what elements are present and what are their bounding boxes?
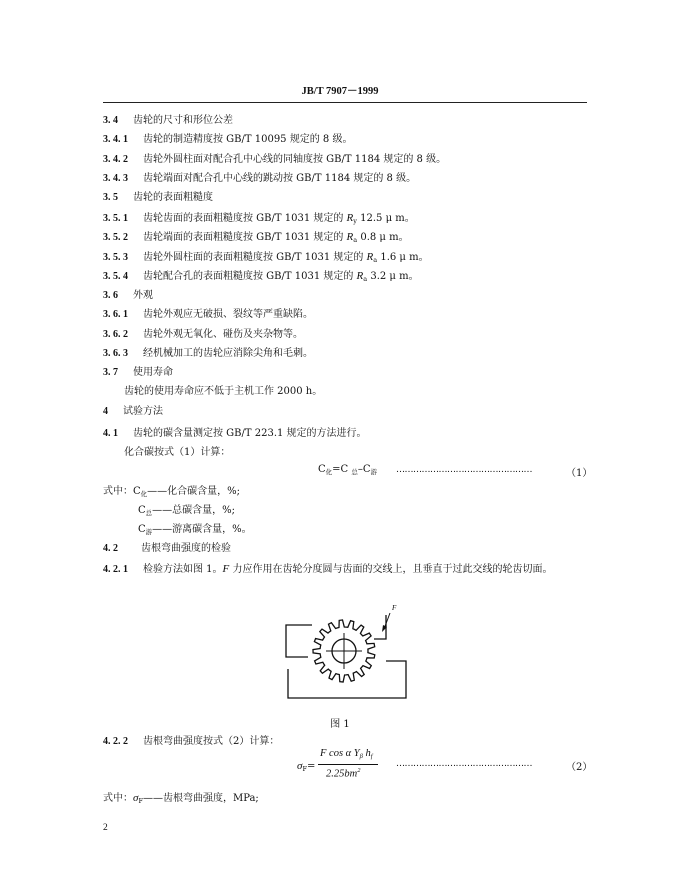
body-line	[103, 347, 313, 361]
roughness-value: 3.2 μ m。	[367, 271, 419, 282]
force-label-f: F	[392, 604, 397, 612]
roughness-symbol: R	[346, 231, 354, 243]
body-line	[103, 153, 446, 167]
header-rule	[103, 102, 587, 103]
def-c-zong: $C_总——$总碳含量，%;	[138, 505, 236, 517]
fixture-left	[286, 625, 312, 657]
roughness-subscript: y	[353, 217, 357, 225]
roughness-symbol: R	[346, 212, 354, 224]
roughness-subscript: a	[373, 256, 378, 264]
line-text: 齿轮的制造精度按 GB/T 10095 规定的 8 级。	[143, 134, 353, 145]
roughness-value: 12.5 μ m。	[356, 213, 415, 224]
equation-2-fraction-bar	[318, 764, 378, 765]
def-sigma-f: 式中：$\sigma_F——$齿根弯曲强度，MPa;	[103, 792, 259, 805]
line-text: 使用寿命	[133, 367, 173, 378]
section-number: 3. 7	[103, 367, 118, 378]
roughness-subscript: a	[363, 275, 368, 283]
equation-1-leader: …………………………………………	[396, 465, 532, 475]
section-number: 3. 4	[103, 115, 118, 126]
section-number: 3. 4. 1	[103, 134, 128, 145]
section-number: 3. 6. 3	[103, 348, 128, 359]
section-number: 3. 5. 1	[103, 213, 128, 224]
roughness-value: 0.8 μ m。	[357, 232, 409, 243]
section-number: 3. 6. 1	[103, 309, 128, 320]
page-number: 2	[103, 823, 108, 833]
section-4-2-1: 4. 2. 1 检验方法如图 1。F 力应作用在齿轮分度圆与齿面的交线上，且垂直于过此交线的轮齿切面。	[103, 563, 553, 575]
body-line	[103, 308, 313, 322]
equation-1-number: （1）	[566, 468, 593, 479]
page-header: JB/T 7907－1999	[301, 86, 379, 97]
fixture-bottom	[288, 661, 406, 698]
body-line	[124, 385, 322, 399]
body-line	[103, 172, 416, 186]
def-c-hua: 式中：$C_化——$化合碳含量，%;	[103, 486, 241, 498]
line-text: 齿轮的表面粗糙度	[133, 192, 213, 203]
roughness-value: 1.6 μ m。	[377, 252, 429, 263]
equation-2-lhs: $\sigma_F=$	[297, 760, 316, 773]
figure-1-gear-test-fixture	[278, 597, 412, 707]
line-text: 齿轮端面对配合孔中心线的跳动按 GB/T 1184 规定的 8 级。	[143, 173, 417, 184]
line-text: 试验方法	[123, 406, 163, 417]
line-text: 齿轮外圆柱面对配合孔中心线的同轴度按 GB/T 1184 规定的 8 级。	[143, 154, 447, 165]
line-text: 齿轮的使用寿命应不低于主机工作 2000 h。	[124, 386, 323, 397]
body-line	[103, 269, 419, 286]
def-c-you: $C_游——$游离碳含量，%。	[138, 524, 252, 536]
line-text: 外观	[133, 290, 153, 301]
body-line	[103, 427, 367, 441]
section-number: 3. 5. 2	[103, 232, 128, 243]
body-line	[103, 366, 173, 380]
line-text: 齿轮齿面的表面粗糙度按 GB/T 1031 规定的	[143, 213, 347, 224]
line-text: 齿轮外观应无破损、裂纹等严重缺陷。	[143, 309, 313, 320]
section-number: 4. 1	[103, 428, 118, 439]
equation-2-numerator: F cos α $Y_\beta$ $h_f$	[320, 748, 373, 760]
roughness-symbol: R	[366, 251, 374, 263]
line-text: 齿轮外观无氧化、碰伤及夹杂物等。	[143, 329, 303, 340]
equation-2-leader: …………………………………………	[396, 759, 532, 769]
line-text: 化合碳按式（1）计算：	[124, 447, 231, 458]
body-line	[103, 289, 153, 303]
section-number: 3. 5. 3	[103, 252, 128, 263]
equation-2-number: （2）	[566, 762, 593, 773]
body-line	[124, 446, 230, 460]
line-text: 齿轮的碳含量测定按 GB/T 223.1 规定的方法进行。	[133, 428, 367, 439]
section-number: 3. 6	[103, 290, 118, 301]
body-line	[103, 328, 303, 342]
line-text: 经机械加工的齿轮应消除尖角和毛刺。	[143, 348, 313, 359]
section-number: 3. 6. 2	[103, 329, 128, 340]
body-line	[103, 114, 233, 128]
figure-1-caption: 图 1	[330, 719, 350, 730]
equation-2-denominator: $2.25bm^2$	[326, 767, 361, 780]
body-line	[103, 133, 352, 147]
section-number: 3. 4. 2	[103, 154, 128, 165]
line-text: 齿轮的尺寸和形位公差	[133, 115, 233, 126]
section-4-2-2: 4. 2. 2 齿根弯曲强度按式（2）计算：	[103, 736, 280, 747]
section-number: 3. 5. 4	[103, 271, 128, 282]
roughness-symbol: R	[356, 270, 364, 282]
section-number: 3. 5	[103, 192, 118, 203]
body-line	[103, 191, 213, 205]
line-text: 齿轮端面的表面粗糙度按 GB/T 1031 规定的	[143, 232, 347, 243]
body-line	[103, 211, 415, 228]
section-number: 3. 4. 3	[103, 173, 128, 184]
line-text: 齿轮外圆柱面的表面粗糙度按 GB/T 1031 规定的	[143, 252, 367, 263]
equation-1: $C_化=C$ $_总-C_游$	[318, 464, 378, 476]
section-4-2: 4. 2 齿根弯曲强度的检验	[103, 543, 231, 554]
body-line	[103, 250, 429, 267]
line-text: 齿轮配合孔的表面粗糙度按 GB/T 1031 规定的	[143, 271, 357, 282]
body-line	[103, 230, 409, 247]
section-number: 4	[103, 406, 108, 417]
body-line	[103, 405, 163, 419]
roughness-subscript: a	[353, 236, 358, 244]
